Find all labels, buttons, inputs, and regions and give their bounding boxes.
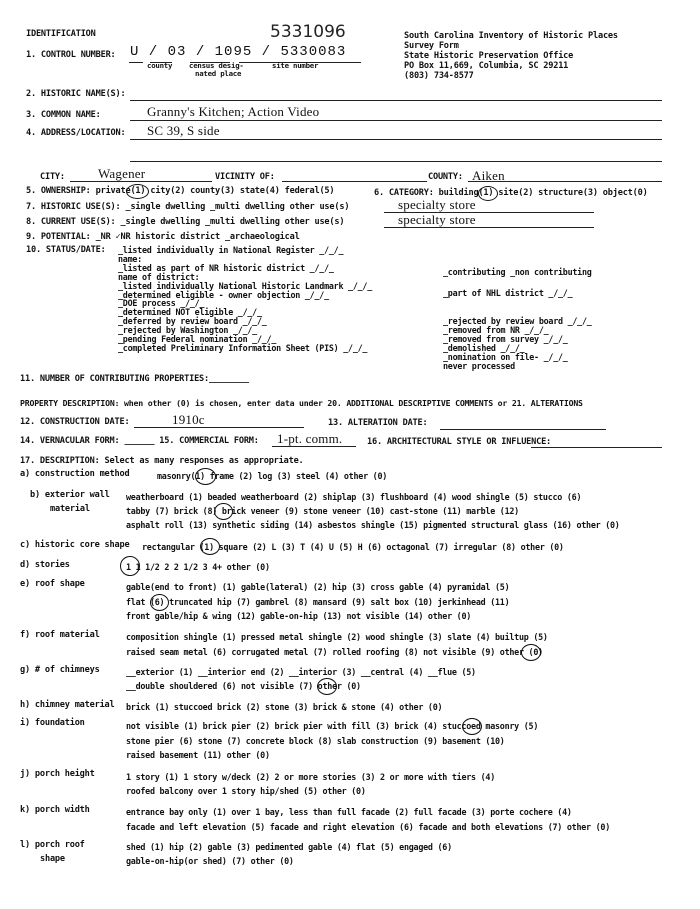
common-name-label: 3. COMMON NAME:: [26, 110, 101, 120]
chimneys-options: __exterior (1) __interior end (2) __interior (3) __central (4) __flue (5): [126, 667, 476, 677]
property-description: PROPERTY DESCRIPTION: when other (0) is chosen, enter data under 20. ADDITIONAL DESCRIPTIVE COMMENTS or 21. ALTERATIONS: [20, 398, 583, 408]
construction-method-label: a) construction method: [20, 469, 130, 479]
status-left-list: [118, 246, 372, 353]
porch-roof-label-2: shape: [40, 854, 65, 864]
county-sub: county: [147, 61, 173, 70]
alteration-date-line: [440, 429, 606, 430]
circle-mark: [478, 186, 498, 201]
status-right-list: [443, 317, 592, 370]
porch-width-label: k) porch width: [20, 805, 90, 815]
current-use-line: 8. CURRENT USE(S): _single dwelling _multi dwelling other use(s): [26, 217, 345, 227]
circle-mark: [521, 644, 541, 661]
agency-line: PO Box 11,669, Columbia, SC 29211: [404, 61, 569, 71]
city-line: [70, 181, 212, 182]
status-item: _determined eligible - owner objection _/_/_: [118, 289, 329, 300]
agency-line: (803) 734-8577: [404, 71, 474, 81]
exterior-wall-options: tabby (7) brick (8) brick veneer (9) stone veneer (10) cast-stone (11) marble (12): [126, 506, 519, 516]
exterior-wall-options: asphalt roll (13) synthetic siding (14) asbestos shingle (15) pigmented structural glass (16) other (0): [126, 520, 620, 530]
commercial-form-value: 1-pt. comm.: [277, 431, 343, 446]
agency-line: State Historic Preservation Office: [404, 51, 574, 61]
status-item: _DOE process _/_/_: [118, 298, 205, 309]
category-line: 6. CATEGORY: building(1) site(2) structure(3) object(0): [374, 188, 648, 198]
potential-line: 9. POTENTIAL: _NR ✓NR historic district _archaeological: [26, 232, 300, 242]
circle-mark: [462, 718, 482, 735]
core-shape-label: c) historic core shape: [20, 540, 130, 550]
roof-material-options: raised seam metal (6) corrugated metal (7) rolled roofing (8) not visible (9) other (0): [126, 647, 543, 657]
city-value: Wagener: [98, 166, 146, 181]
address-label: 4. ADDRESS/LOCATION:: [26, 128, 126, 138]
status-right-nhl: _part of NHL district _/_/_: [443, 288, 573, 298]
circle-mark: [195, 468, 216, 485]
common-name-value: Granny's Kitchen; Action Video: [147, 104, 320, 119]
porch-height-options: roofed balcony over 1 story hip/shed (5) other (0): [126, 786, 366, 796]
chimneys-label: g) # of chimneys: [20, 665, 100, 675]
roof-shape-options: gable(end to front) (1) gable(lateral) (2) hip (3) cross gable (4) pyramidal (5): [126, 582, 510, 592]
census-sub: [189, 62, 244, 78]
status-item: _deferred by review board _/_/_: [118, 316, 267, 327]
agency-line: Survey Form: [404, 41, 459, 51]
roof-shape-options: front gable/hip & wing (12) gable-on-hip (13) not visible (14) other (0): [126, 611, 472, 621]
circle-mark: [120, 556, 140, 576]
identification-heading: IDENTIFICATION: [26, 29, 96, 39]
status-label: 10. STATUS/DATE:: [26, 245, 106, 255]
status-right-contributing: _contributing _non contributing: [443, 267, 592, 277]
status-item: _listed individually in National Register _/_/_: [118, 245, 344, 255]
status-item: _listed as part of NR historic district _/_/_: [118, 262, 334, 273]
foundation-options: raised basement (11) other (0): [126, 750, 270, 760]
rule: [129, 62, 143, 63]
stories-options: 1 1 1/2 2 2 1/2 3 4+ other (0): [126, 562, 270, 572]
roof-material-label: f) roof material: [20, 630, 100, 640]
control-county: 03: [167, 44, 187, 60]
circle-mark: [214, 503, 233, 520]
roof-shape-options: flat (6) truncated hip (7) gambrel (8) mansard (9) salt box (10) jerkinhead (11): [126, 597, 510, 607]
status-item: _determined NOT eligible _/_/_: [118, 307, 262, 318]
construction-date-label: 12. CONSTRUCTION DATE:: [20, 417, 130, 427]
vernacular-form-line: 14. VERNACULAR FORM: ______ 15. COMMERCIAL FORM:: [20, 436, 259, 446]
core-shape-options: rectangular (1) square (2) L (3) T (4) U (5) H (6) octagonal (7) irregular (8) other (0): [142, 542, 564, 552]
control-u: U: [130, 44, 140, 60]
arch-style-label: 16. ARCHITECTURAL STYLE OR INFLUENCE:: [367, 437, 552, 447]
chimney-material-label: h) chimney material: [20, 700, 115, 710]
census-sub-line: nated place: [195, 69, 242, 78]
historic-use-line: 7. HISTORIC USE(S): _single dwelling _multi dwelling other use(s): [26, 202, 350, 212]
control-number-value: U / 03 / 1095 / 5330083: [130, 44, 347, 60]
site-sub: site number: [272, 61, 319, 70]
commercial-form-line: [272, 446, 356, 447]
address-line: [130, 139, 662, 140]
city-label: CITY:: [40, 172, 65, 182]
status-item: _rejected by Washington _/_/_: [118, 325, 257, 336]
foundation-label: i) foundation: [20, 718, 85, 728]
vicinity-line: [282, 181, 427, 182]
status-item: _nomination on file- _/_/_: [443, 351, 568, 362]
ownership-line: 5. OWNERSHIP: private(1) city(2) county(3) state(4) federal(5): [26, 186, 335, 196]
agency-line: South Carolina Inventory of Historic Places: [404, 31, 618, 41]
porch-roof-options: gable-on-hip(or shed) (7) other (0): [126, 856, 294, 866]
county-line: [468, 181, 662, 182]
circle-mark: [317, 678, 337, 695]
status-item: _removed from survey _/_/_: [443, 333, 568, 344]
roof-material-options: composition shingle (1) pressed metal shingle (2) wood shingle (3) slate (4) builtup (5): [126, 632, 548, 642]
foundation-options: stone pier (6) stone (7) concrete block (8) slab construction (9) basement (10): [126, 736, 505, 746]
exterior-wall-options: weatherboard (1) beaded weatherboard (2) shiplap (3) flushboard (4) wood shingle (5) stucco (6): [126, 492, 582, 502]
historic-use-value: specialty store: [398, 197, 476, 212]
status-item: _demolished _/_/_: [443, 342, 525, 353]
status-item: _removed from NR _/_/_: [443, 324, 549, 335]
status-item: never processed: [443, 360, 515, 371]
alteration-date-label: 13. ALTERATION DATE:: [328, 418, 428, 428]
agency-block: [404, 31, 618, 81]
porch-height-options: 1 story (1) 1 story w/deck (2) 2 or more stories (3) 2 or more with tiers (4): [126, 772, 495, 782]
county-value: Aiken: [472, 168, 505, 183]
porch-width-options: facade and left elevation (5) facade and right elevation (6) facade and both elevations (7) other (0): [126, 822, 611, 832]
roof-shape-label: e) roof shape: [20, 579, 85, 589]
chimney-material-options: brick (1) stuccoed brick (2) stone (3) brick & stone (4) other (0): [126, 702, 443, 712]
control-number-label: 1. CONTROL NUMBER:: [26, 50, 116, 60]
construction-method-options: masonry(1) frame (2) log (3) steel (4) other (0): [157, 471, 388, 481]
status-item: name:: [118, 253, 142, 264]
porch-width-options: entrance bay only (1) over 1 bay, less than full facade (2) full facade (3) porte cochere (4): [126, 807, 572, 817]
foundation-options: not visible (1) brick pier (2) brick pier with fill (3) brick (4) stuccoed masonry (5): [126, 721, 539, 731]
porch-roof-label: l) porch roof: [20, 840, 85, 850]
stories-label: d) stories: [20, 560, 70, 570]
circle-mark: [126, 184, 149, 199]
common-name-line: [130, 120, 662, 121]
status-item: _pending Federal nomination _/_/_: [118, 334, 277, 345]
status-item: _rejected by review board _/_/_: [443, 316, 592, 326]
status-item: name of district:: [118, 271, 200, 282]
census-sub-line: census desig-: [189, 61, 244, 70]
porch-roof-options: shed (1) hip (2) gable (3) pedimented gable (4) flat (5) engaged (6): [126, 842, 452, 852]
description-heading: 17. DESCRIPTION: Select as many responses as appropriate.: [20, 456, 304, 466]
porch-height-label: j) porch height: [20, 769, 95, 779]
vicinity-label: VICINITY OF:: [215, 172, 275, 182]
exterior-wall-label: b) exterior wall: [30, 490, 110, 500]
control-site: 5330083: [280, 44, 347, 60]
address-value: SC 39, S side: [147, 123, 220, 138]
county-label: COUNTY:: [428, 172, 463, 182]
arch-style-line: [531, 447, 662, 448]
handwritten-number: 5331096: [270, 22, 346, 42]
construction-date-value: 1910c: [172, 412, 205, 427]
current-use-value: specialty store: [398, 212, 476, 227]
current-use-line-rule: [384, 227, 594, 228]
circle-mark: [200, 538, 220, 555]
status-item: _listed individually National Historic Landmark _/_/_: [118, 280, 372, 291]
chimneys-options: __double shouldered (6) not visible (7) other (0): [126, 681, 361, 691]
exterior-wall-label-2: material: [50, 504, 90, 514]
historic-name-label: 2. HISTORIC NAME(S):: [26, 89, 126, 99]
address-line-2: [130, 161, 662, 162]
contributing-properties: 11. NUMBER OF CONTRIBUTING PROPERTIES:________: [20, 374, 249, 384]
circle-mark: [150, 594, 169, 611]
historic-name-line: [130, 100, 662, 101]
construction-date-line: [134, 427, 304, 428]
status-item: _completed Preliminary Information Sheet (PIS) _/_/_: [118, 342, 368, 353]
control-census: 1095: [214, 44, 253, 60]
